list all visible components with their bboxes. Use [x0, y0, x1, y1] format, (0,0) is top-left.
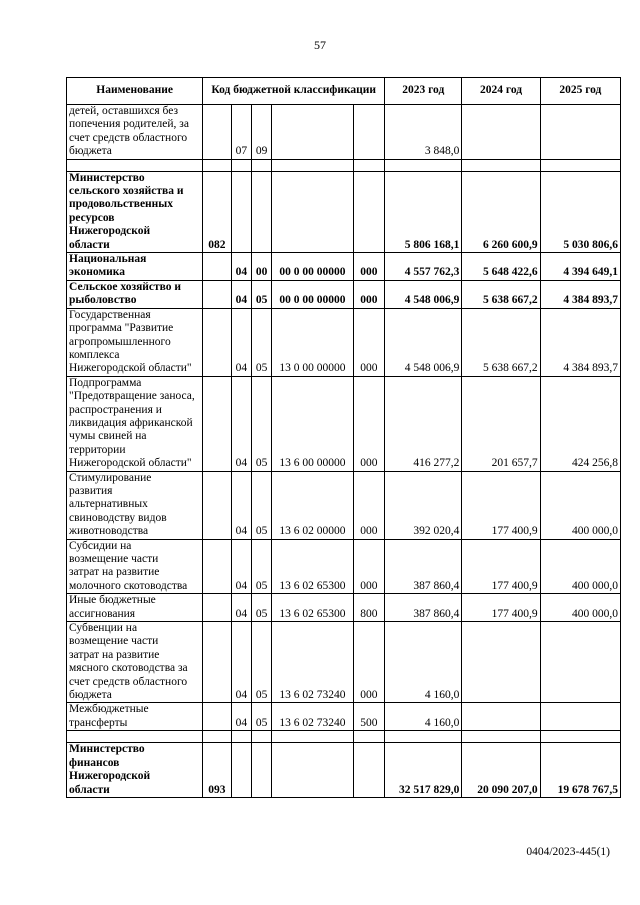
cell-target-code: 13 6 02 65300: [272, 539, 353, 594]
cell-value-2023: 4 548 006,9: [385, 280, 462, 308]
cell-target-code: 00 0 00 00000: [272, 280, 353, 308]
cell-expense-type-code: 000: [353, 622, 385, 703]
cell-ministry-code: [203, 539, 231, 594]
table-body: [67, 105, 621, 798]
table-row: [67, 171, 621, 252]
table-row: [67, 594, 621, 622]
cell-value-2023: 416 277,2: [385, 376, 462, 471]
cell-ministry-code: [203, 253, 231, 281]
cell-value-2023: 4 557 762,3: [385, 253, 462, 281]
cell-target-code: 13 6 02 65300: [272, 594, 353, 622]
cell-name: Национальная экономика: [67, 253, 203, 281]
spacer-cell: [67, 159, 203, 171]
spacer-cell: [272, 731, 353, 743]
cell-target-code: 13 6 02 73240: [272, 622, 353, 703]
cell-target-code: 13 6 02 73240: [272, 703, 353, 731]
cell-ministry-code: [203, 622, 231, 703]
cell-expense-type-code: [353, 105, 385, 160]
cell-value-2023: 387 860,4: [385, 594, 462, 622]
cell-expense-type-code: 800: [353, 594, 385, 622]
cell-value-2024: 5 638 667,2: [462, 308, 540, 376]
cell-value-2025: 4 384 893,7: [540, 280, 620, 308]
spacer-cell: [272, 159, 353, 171]
spacer-cell: [251, 731, 271, 743]
cell-section-code: [231, 171, 251, 252]
cell-value-2024: 6 260 600,9: [462, 171, 540, 252]
cell-subsection-code: [251, 171, 271, 252]
cell-ministry-code: [203, 105, 231, 160]
cell-subsection-code: 05: [251, 703, 271, 731]
cell-ministry-code: [203, 308, 231, 376]
cell-value-2025: 424 256,8: [540, 376, 620, 471]
cell-target-code: [272, 743, 353, 798]
cell-expense-type-code: [353, 171, 385, 252]
cell-name: Стимулирование развития альтернативных свиноводству видов животноводства: [67, 471, 203, 539]
cell-section-code: 04: [231, 376, 251, 471]
spacer-cell: [353, 159, 385, 171]
table-row: [67, 703, 621, 731]
cell-section-code: 04: [231, 622, 251, 703]
cell-subsection-code: 05: [251, 308, 271, 376]
spacer-row: [67, 159, 621, 171]
cell-name: Сельское хозяйство и рыболовство: [67, 280, 203, 308]
cell-name: Иные бюджетные ассигнования: [67, 594, 203, 622]
table-row: [67, 539, 621, 594]
spacer-cell: [462, 731, 540, 743]
cell-name: Субвенции на возмещение части затрат на развитие мясного скотоводства за счет средств областного бюджета: [67, 622, 203, 703]
cell-section-code: 07: [231, 105, 251, 160]
spacer-cell: [385, 731, 462, 743]
cell-subsection-code: 05: [251, 539, 271, 594]
spacer-cell: [462, 159, 540, 171]
cell-ministry-code: [203, 280, 231, 308]
cell-expense-type-code: 000: [353, 471, 385, 539]
cell-value-2024: 177 400,9: [462, 471, 540, 539]
spacer-cell: [67, 731, 203, 743]
cell-subsection-code: 05: [251, 376, 271, 471]
cell-value-2025: 400 000,0: [540, 471, 620, 539]
cell-section-code: [231, 743, 251, 798]
cell-target-code: 13 6 00 00000: [272, 376, 353, 471]
cell-target-code: [272, 171, 353, 252]
cell-name: детей, оставшихся без попечения родителей, за счет средств областного бюджета: [67, 105, 203, 160]
cell-expense-type-code: [353, 743, 385, 798]
cell-value-2025: 400 000,0: [540, 594, 620, 622]
table-row: [67, 280, 621, 308]
cell-name: Подпрограмма "Предотвращение заноса, распространения и ликвидация африканской чумы свиней на территории Нижегородской области": [67, 376, 203, 471]
cell-name: Субсидии на возмещение части затрат на развитие молочного скотоводства: [67, 539, 203, 594]
cell-value-2025: [540, 622, 620, 703]
cell-value-2023: 32 517 829,0: [385, 743, 462, 798]
spacer-cell: [251, 159, 271, 171]
cell-value-2023: 4 160,0: [385, 622, 462, 703]
cell-ministry-code: 093: [203, 743, 231, 798]
cell-subsection-code: 09: [251, 105, 271, 160]
cell-target-code: 13 0 00 00000: [272, 308, 353, 376]
cell-name: Межбюджетные трансферты: [67, 703, 203, 731]
cell-value-2023: 4 160,0: [385, 703, 462, 731]
cell-ministry-code: [203, 594, 231, 622]
cell-value-2025: 19 678 767,5: [540, 743, 620, 798]
cell-value-2024: 177 400,9: [462, 539, 540, 594]
header-2024: 2024 год: [462, 78, 540, 105]
spacer-cell: [203, 159, 231, 171]
header-2023: 2023 год: [385, 78, 462, 105]
cell-subsection-code: 05: [251, 622, 271, 703]
cell-value-2023: 392 020,4: [385, 471, 462, 539]
table-row: [67, 308, 621, 376]
page-number: 57: [314, 38, 326, 52]
cell-ministry-code: [203, 376, 231, 471]
table-row: [67, 105, 621, 160]
cell-target-code: 13 6 02 00000: [272, 471, 353, 539]
cell-target-code: [272, 105, 353, 160]
cell-subsection-code: [251, 743, 271, 798]
cell-value-2024: [462, 703, 540, 731]
table-row: [67, 743, 621, 798]
cell-ministry-code: [203, 703, 231, 731]
cell-value-2025: 4 394 649,1: [540, 253, 620, 281]
cell-expense-type-code: 000: [353, 253, 385, 281]
header-2025: 2025 год: [540, 78, 620, 105]
spacer-cell: [385, 159, 462, 171]
spacer-cell: [353, 731, 385, 743]
spacer-cell: [540, 731, 620, 743]
spacer-row: [67, 731, 621, 743]
cell-value-2023: 3 848,0: [385, 105, 462, 160]
cell-value-2024: [462, 622, 540, 703]
cell-value-2024: 201 657,7: [462, 376, 540, 471]
table-row: [67, 471, 621, 539]
cell-ministry-code: 082: [203, 171, 231, 252]
spacer-cell: [231, 731, 251, 743]
cell-subsection-code: 00: [251, 253, 271, 281]
cell-subsection-code: 05: [251, 471, 271, 539]
cell-value-2025: [540, 105, 620, 160]
cell-section-code: 04: [231, 471, 251, 539]
cell-value-2023: 5 806 168,1: [385, 171, 462, 252]
cell-section-code: 04: [231, 308, 251, 376]
document-code: 0404/2023-445(1): [526, 846, 610, 858]
cell-section-code: 04: [231, 253, 251, 281]
cell-expense-type-code: 000: [353, 539, 385, 594]
cell-value-2025: 400 000,0: [540, 539, 620, 594]
cell-value-2025: 4 384 893,7: [540, 308, 620, 376]
cell-expense-type-code: 000: [353, 376, 385, 471]
cell-value-2024: 5 638 667,2: [462, 280, 540, 308]
table-row: [67, 253, 621, 281]
cell-name: Министерство финансов Нижегородской области: [67, 743, 203, 798]
cell-value-2025: [540, 703, 620, 731]
cell-value-2024: 177 400,9: [462, 594, 540, 622]
cell-expense-type-code: 500: [353, 703, 385, 731]
cell-ministry-code: [203, 471, 231, 539]
cell-value-2023: 387 860,4: [385, 539, 462, 594]
header-name: Наименование: [67, 78, 203, 105]
table-header-row: [67, 78, 621, 105]
budget-table: [66, 77, 621, 798]
cell-subsection-code: 05: [251, 280, 271, 308]
header-code: Код бюджетной классификации: [203, 78, 385, 105]
cell-section-code: 04: [231, 539, 251, 594]
cell-value-2024: 20 090 207,0: [462, 743, 540, 798]
cell-value-2024: 5 648 422,6: [462, 253, 540, 281]
cell-section-code: 04: [231, 594, 251, 622]
cell-section-code: 04: [231, 280, 251, 308]
spacer-cell: [203, 731, 231, 743]
cell-value-2023: 4 548 006,9: [385, 308, 462, 376]
cell-name: Государственная программа "Развитие агропромышленного комплекса Нижегородской области": [67, 308, 203, 376]
spacer-cell: [540, 159, 620, 171]
cell-value-2025: 5 030 806,6: [540, 171, 620, 252]
spacer-cell: [231, 159, 251, 171]
cell-target-code: 00 0 00 00000: [272, 253, 353, 281]
cell-expense-type-code: 000: [353, 280, 385, 308]
table-row: [67, 376, 621, 471]
table-row: [67, 622, 621, 703]
cell-expense-type-code: 000: [353, 308, 385, 376]
cell-subsection-code: 05: [251, 594, 271, 622]
cell-name: Министерство сельского хозяйства и продовольственных ресурсов Нижегородской области: [67, 171, 203, 252]
cell-section-code: 04: [231, 703, 251, 731]
cell-value-2024: [462, 105, 540, 160]
